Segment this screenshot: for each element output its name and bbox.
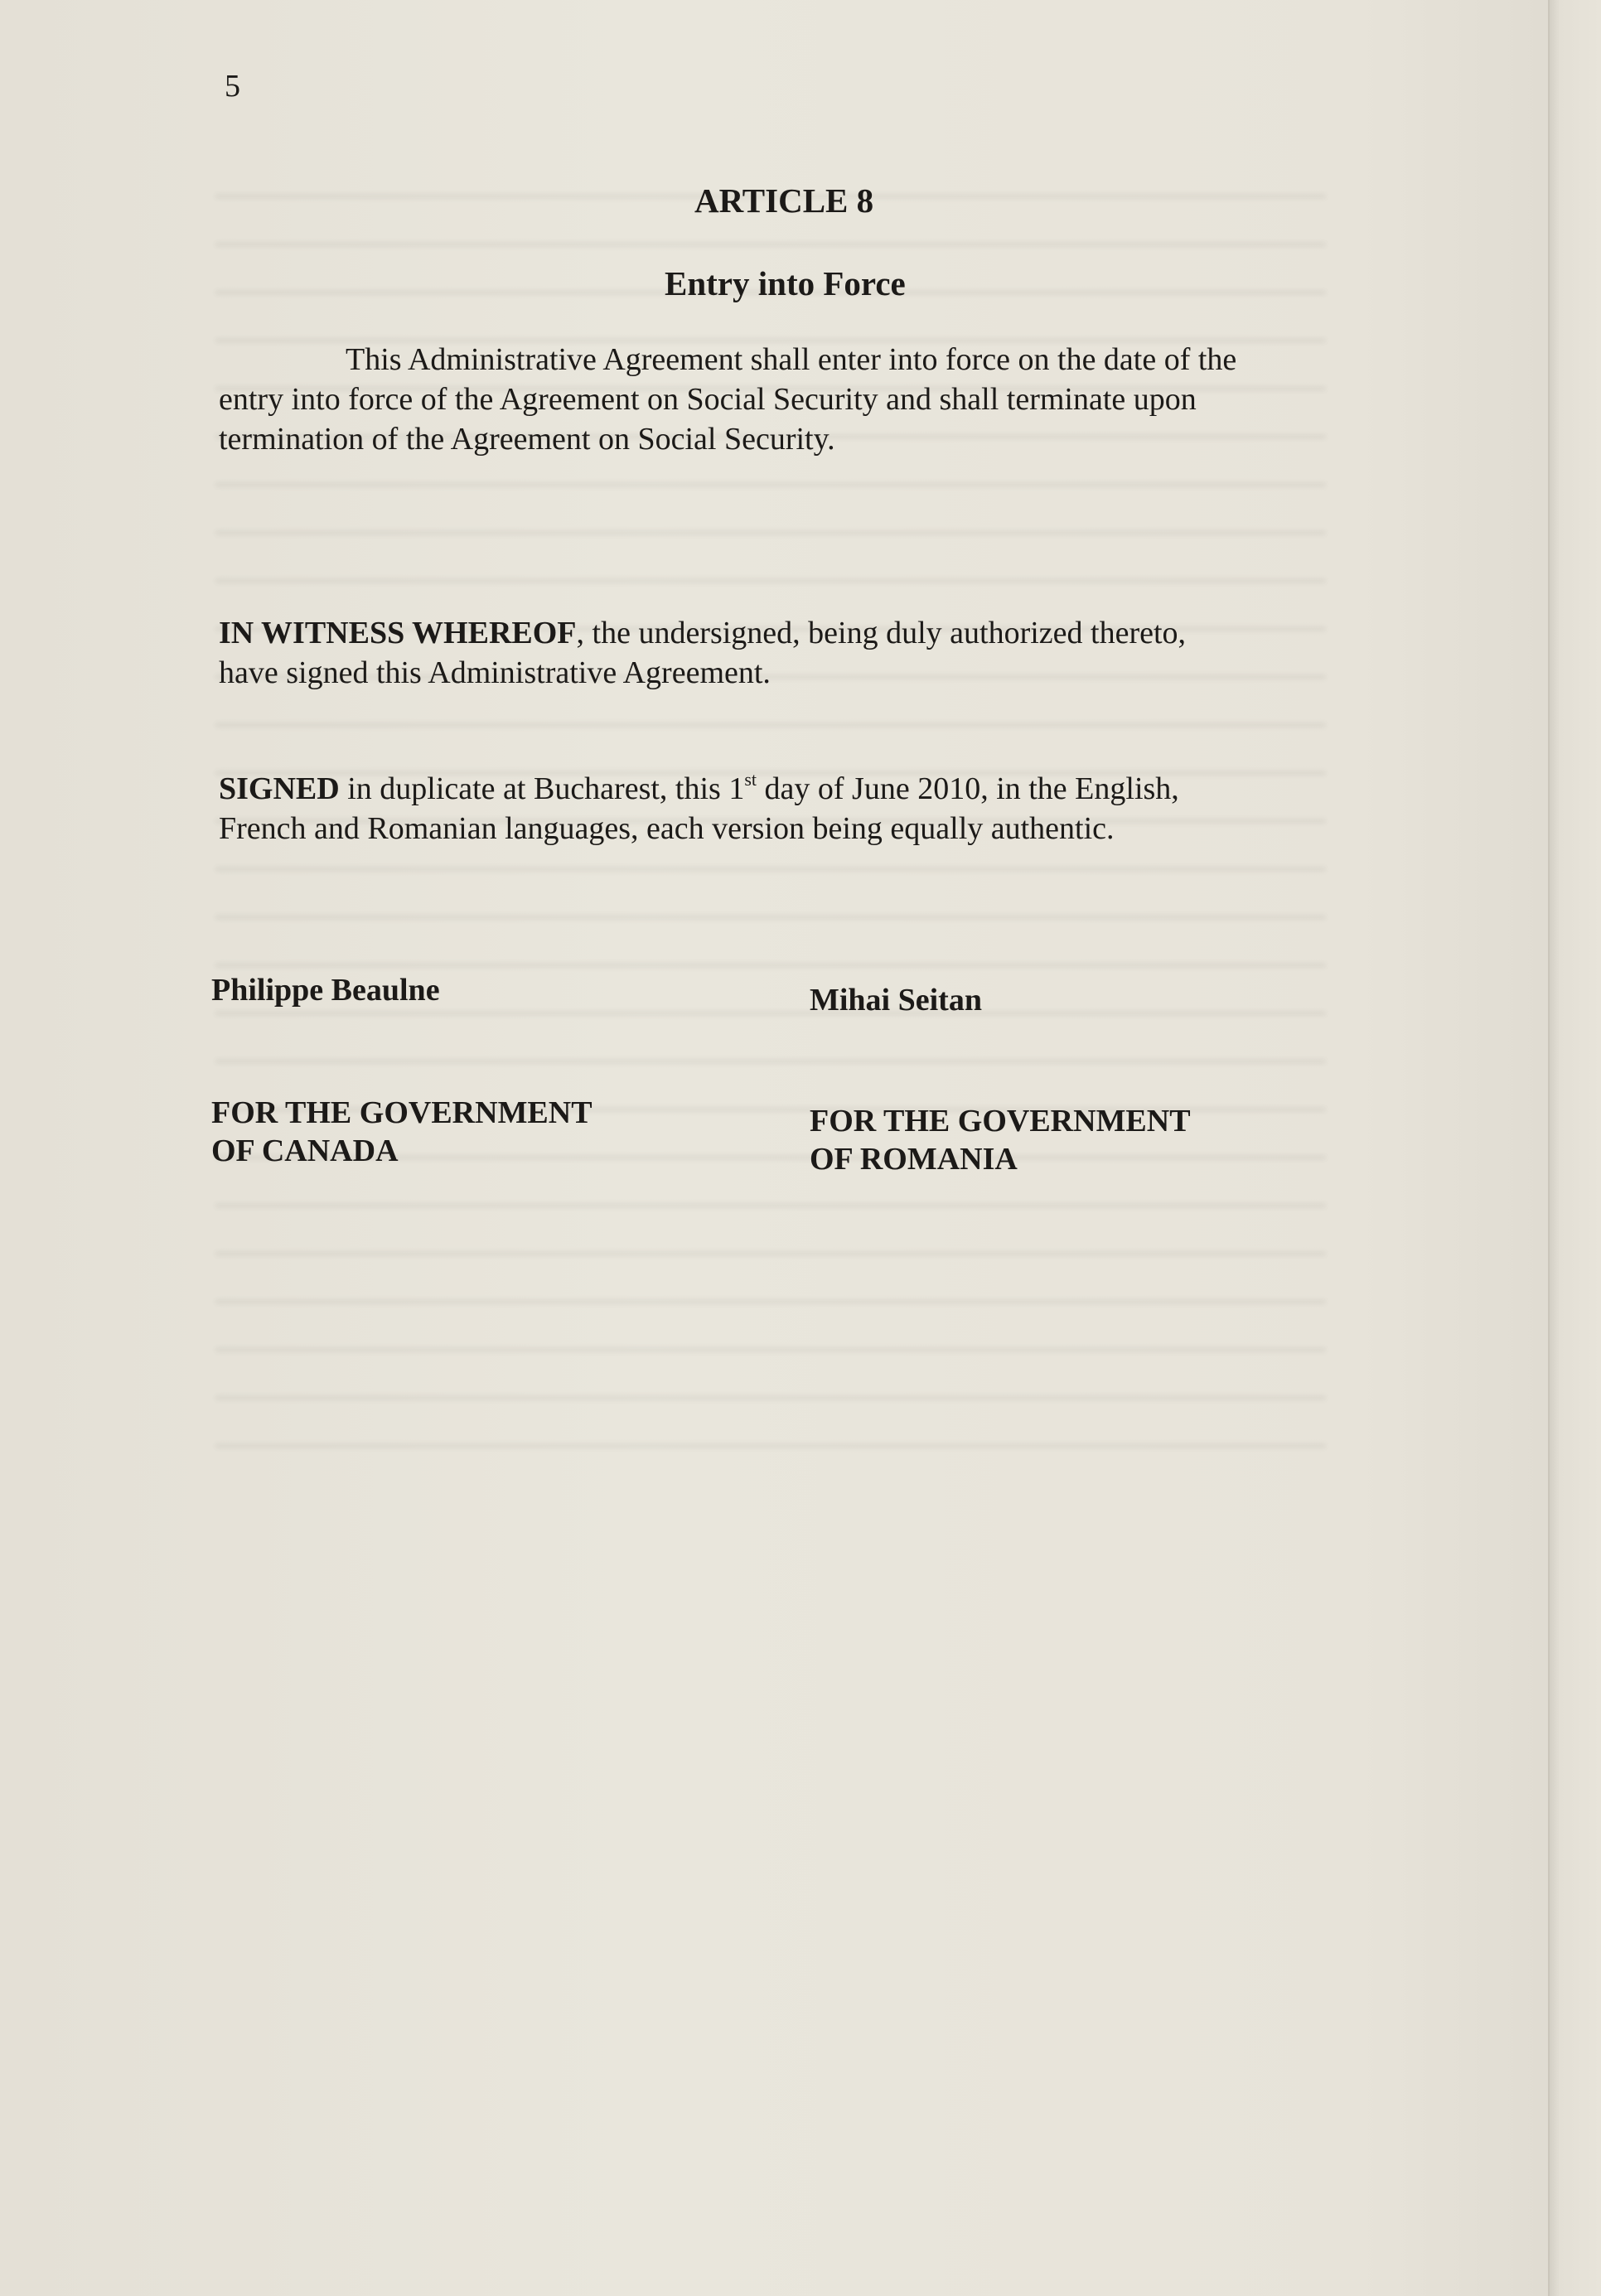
paragraph-line: entry into force of the Agreement on Social Security and shall terminate upon bbox=[219, 382, 1197, 417]
article-title: Entry into Force bbox=[665, 264, 906, 302]
signed-paragraph bbox=[219, 769, 1179, 848]
witness-line1-text: , the undersigned, being duly authorized thereto, bbox=[576, 616, 1187, 650]
signed-lead: SIGNED bbox=[219, 771, 340, 806]
government-line: OF ROMANIA bbox=[810, 1142, 1018, 1177]
signed-text-b: day of June 2010, in the English, bbox=[757, 771, 1179, 806]
paragraph-line: French and Romanian languages, each version being equally authentic. bbox=[219, 811, 1115, 846]
signatory-government-canada bbox=[211, 1094, 593, 1170]
entry-into-force-paragraph bbox=[219, 340, 1236, 459]
page-number: 5 bbox=[225, 69, 240, 104]
paragraph-line: termination of the Agreement on Social Security. bbox=[219, 422, 835, 457]
paragraph-line bbox=[219, 613, 1186, 653]
article-heading: ARTICLE 8 bbox=[694, 181, 874, 220]
signatory-government-romania bbox=[810, 1102, 1191, 1178]
paragraph-line bbox=[219, 769, 1179, 809]
government-line: FOR THE GOVERNMENT bbox=[810, 1104, 1191, 1138]
ordinal-suffix: st bbox=[744, 769, 757, 790]
government-line: OF CANADA bbox=[211, 1133, 399, 1168]
paragraph-line: have signed this Administrative Agreement. bbox=[219, 655, 771, 690]
government-line: FOR THE GOVERNMENT bbox=[211, 1095, 593, 1130]
page-edge bbox=[1548, 0, 1601, 2296]
witness-paragraph bbox=[219, 613, 1186, 693]
witness-lead: IN WITNESS WHEREOF bbox=[219, 616, 577, 650]
paragraph-line: This Administrative Agreement shall enter into force on the date of the bbox=[346, 342, 1237, 377]
signatory-name-canada: Philippe Beaulne bbox=[211, 973, 440, 1008]
signatory-name-romania: Mihai Seitan bbox=[810, 983, 982, 1017]
signed-text-a: in duplicate at Bucharest, this 1 bbox=[339, 771, 745, 806]
